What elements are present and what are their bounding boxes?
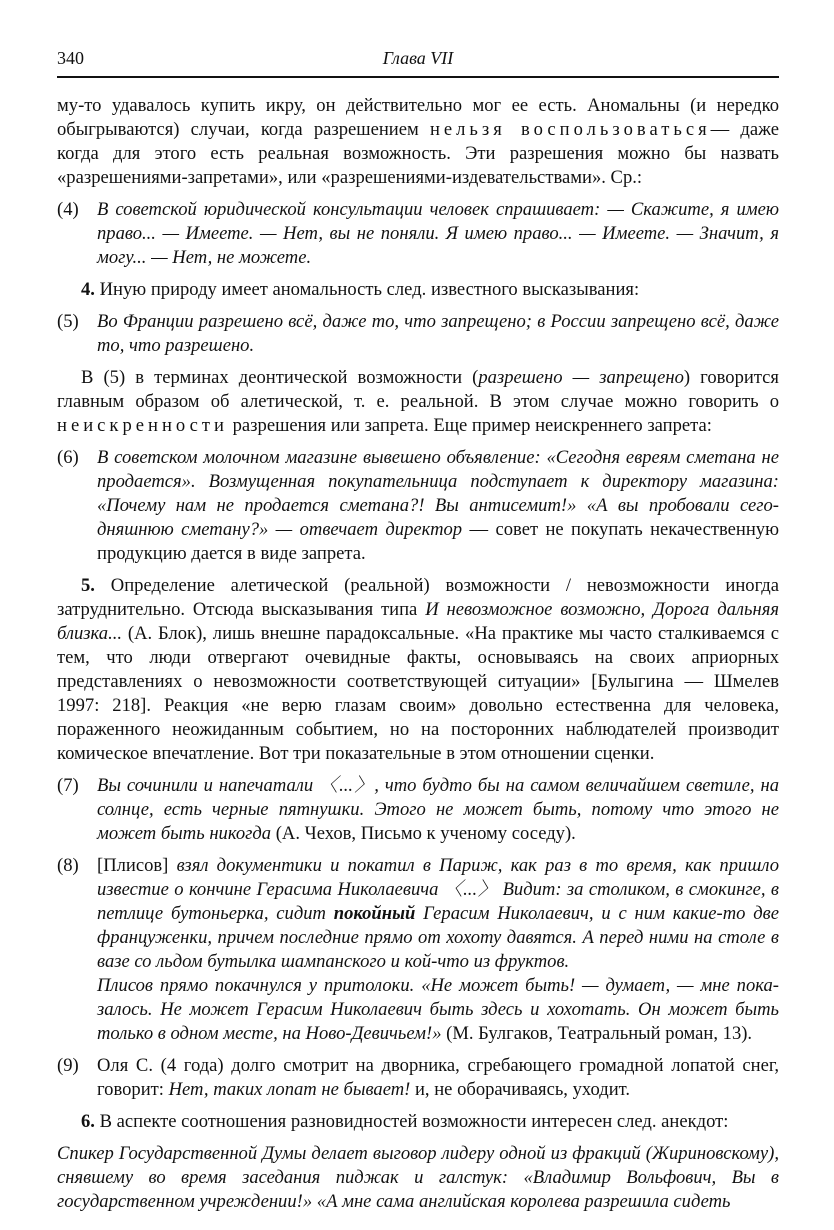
italic-run: Спикер Государственной Думы делает выговор лидеру одной из фракций (Жириновскому), снявшему во время заседания пиджак и галстук: «Владимир Вольфович, Вы в государственном учреждении!» «А мне сама английская королева разрешила сидеть <box>57 1143 779 1212</box>
page-header <box>57 42 779 72</box>
italic-run: В советской юридической консультации человек спрашивает: — Скажите, я имею право... — Имеете. — Нет, вы не поняли. Я имею право... — Имеете. — Значит, я могу... — Нет, не можете. <box>97 199 779 268</box>
text-run: Оля С. (4 года) долго смотрит на дворника, сгребающего громадной лопатой снег, говорит: <box>97 1055 779 1100</box>
running-title: Глава VII <box>382 48 454 68</box>
page-body <box>57 94 779 1214</box>
example-number: (5) <box>57 311 79 332</box>
text-run: — даже когда для этого есть реальная возможность. Эти разрешения можно бы назвать «разрешениями-запретами», или «разрешениями-издевательствами». Ср.: <box>57 119 779 188</box>
example-item <box>57 446 779 566</box>
example-number: (4) <box>57 199 79 220</box>
section-number: 6. <box>81 1111 95 1132</box>
italic-run: Нет, таких лопат не бывает! <box>168 1079 411 1100</box>
emphasis-spaced: нельзя воспользоваться <box>429 119 711 140</box>
example-item <box>57 854 779 1046</box>
italic-run: взял документики и покатил в Париж, как раз в то время, как пришло известие о кончине Герасима Николаевича 〈...〉 Видит: за столиком, в смокинге, в петлице бутоньерка, сидит <box>97 855 779 924</box>
text-run: В аспекте соотношения разновидностей возможности интересен след. анекдот: <box>94 1111 729 1132</box>
paragraph <box>57 278 779 302</box>
paragraph <box>57 574 779 766</box>
italic-run: Вы сочинили и напечатали 〈...〉, что будто бы на самом величайшем светиле, на солнце, есть черные пятнушки. Этого не может быть, потому что этого не может быть никогда <box>97 775 779 844</box>
paragraph <box>57 366 779 438</box>
text-run: (М. Булгаков, Театральный роман, 13). <box>441 1023 753 1044</box>
italic-run: Плисов прямо покачнулся у притолоки. «Не может быть! — думает, — мне показалось. Не может Герасим Николаевич быть здесь и хохотать. Он может быть только в одном месте, на Ново-Девичьем!» <box>97 975 779 1044</box>
text-run: и, не оборачиваясь, уходит. <box>410 1079 631 1100</box>
book-page <box>57 42 779 1222</box>
italic-run: В советском молочном магазине вывешено объявление: «Сегодня евреям сметана не продается». Возмущенная покупательница подступает к директору магазина: «Почему нам не продается сметана?! Вы антисемит!» «А вы пробовали сегодняшнюю сметану?» — отвечает директор <box>97 447 779 540</box>
italic-run: Во Франции разрешено всё, даже то, что запрещено; в России запрещено всё, даже то, что разрешено. <box>97 311 779 356</box>
italic-run: И невозможное возможно, Дорога дальняя близка... <box>57 599 780 644</box>
paragraph <box>57 94 779 190</box>
text-run: Иную природу имеет аномальность след. известного высказывания: <box>94 279 640 300</box>
example-number: (6) <box>57 447 79 468</box>
example-item <box>57 1054 779 1102</box>
italic-run: разрешено — запрещено <box>478 367 684 388</box>
section-number: 4. <box>81 279 95 300</box>
text-run: — совет не покупать некачественную продукцию дается в виде запрета. <box>97 519 779 564</box>
example-number: (9) <box>57 1055 79 1076</box>
header-rule <box>57 76 779 78</box>
paragraph <box>57 1110 779 1134</box>
text-run: В (5) в терминах деонтической возможности ( <box>81 367 479 388</box>
example-number: (7) <box>57 775 79 796</box>
example-item <box>57 310 779 358</box>
paragraph <box>57 1142 779 1214</box>
text-run: ) говорится главным образом об алетической, т. е. реальной. В этом случае можно говорить о <box>57 367 779 412</box>
text-run: (А. Блок), лишь внешне парадоксальные. «На практике мы часто сталкиваемся с тем, что люди отвергают очевидные факты, основываясь на своих априорных представлениях о невозможности соответствующей ситуации» [Булыгина — Шмелев 1997: 218]. Реакция «не верю глазам своим» довольно естественна для человека, пораженного неожиданным событием, но на посторонних наблюдателей производит комическое впечатление. Вот три показательные в этом отношении сценки. <box>57 623 779 764</box>
example-item <box>57 774 779 846</box>
italic-run: Герасим Николаевич, и с ним какие-то две француженки, причем последние прямо от хохоту давятся. А перед ними на столе в вазе со льдом бутылка шампанского и кой-что из фруктов. <box>97 903 779 972</box>
text-run: Определение алетической (реальной) возможности / невозможности иногда затруднительно. Отсюда высказывания типа <box>57 575 779 620</box>
text-run: [Плисов] <box>97 855 177 876</box>
section-number: 5. <box>81 575 95 596</box>
example-item <box>57 198 779 270</box>
text-run: (А. Чехов, Письмо к ученому соседу). <box>271 823 576 844</box>
italic-run: покойный <box>333 903 416 924</box>
text-run: разрешения или запрета. Еще пример неискреннего запрета: <box>227 415 712 436</box>
text-run: му-то удавалось купить икру, он действительно мог ее есть. Аномальны (и нередко обыгрываются) случаи, когда разрешением <box>57 95 779 140</box>
page-number: 340 <box>57 48 84 68</box>
example-number: (8) <box>57 855 79 876</box>
emphasis-spaced: неискренности <box>57 415 228 436</box>
